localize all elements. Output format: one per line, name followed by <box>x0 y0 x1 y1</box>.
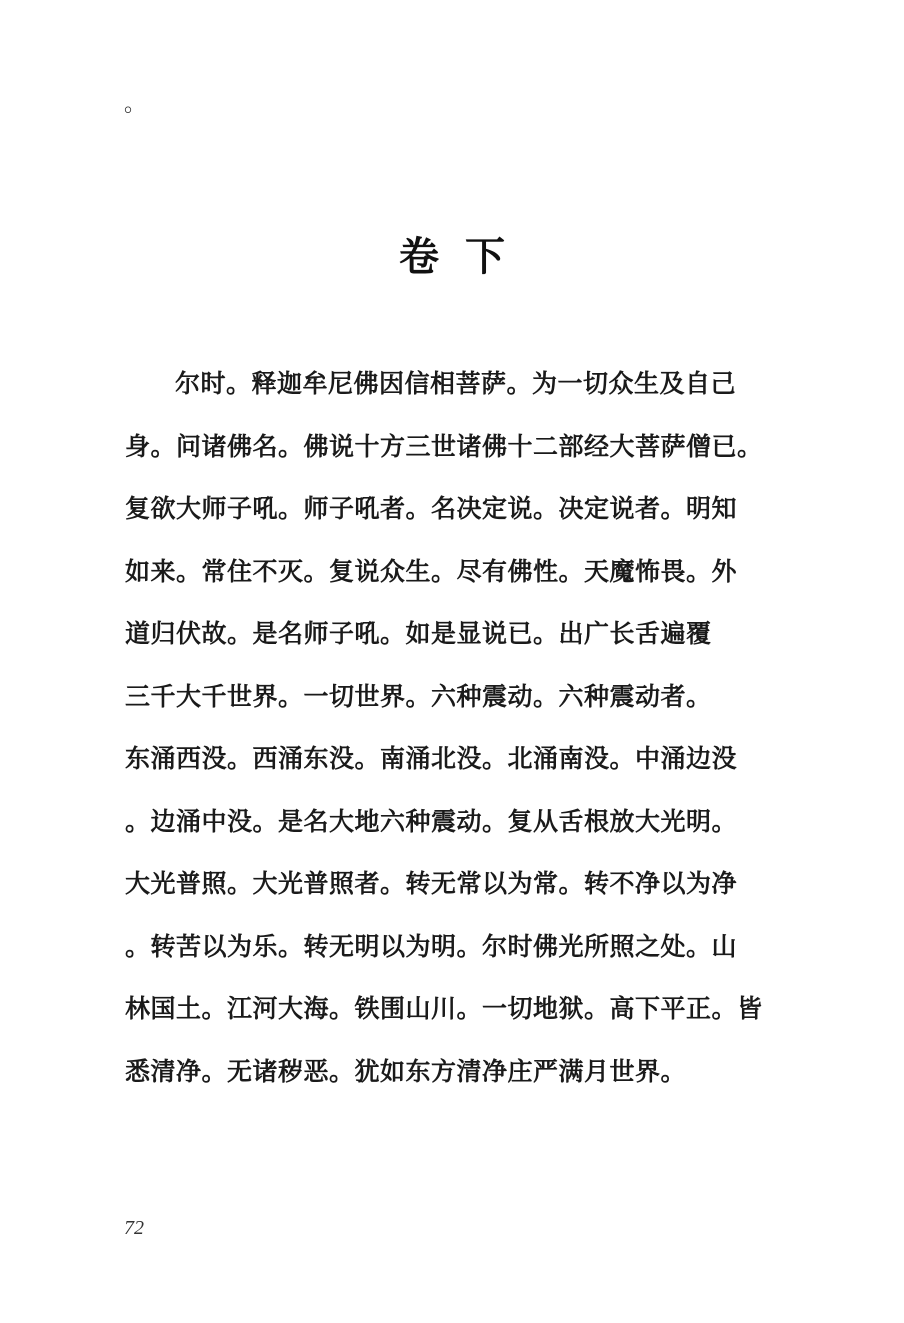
body-text <box>125 353 763 1103</box>
text-line: 东涌西没。西涌东没。南涌北没。北涌南没。中涌边没 <box>125 744 738 773</box>
page-number: 72 <box>124 1217 144 1239</box>
text-line: 复欲大师子吼。师子吼者。名决定说。决定说者。明知 <box>125 494 738 523</box>
text-line: 三千大千世界。一切世界。六种震动。六种震动者。 <box>125 681 712 711</box>
text-line: 。转苦以为乐。转无明以为明。尔时佛光所照之处。山 <box>125 931 738 961</box>
text-line: 林国土。江河大海。铁围山川。一切地狱。高下平正。皆 <box>125 994 763 1023</box>
text-line: 道归伏故。是名师子吼。如是显说已。出广长舌遍覆 <box>125 619 712 648</box>
text-line: 如来。常住不灭。复说众生。尽有佛性。天魔怖畏。外 <box>125 556 738 586</box>
text-line: 大光普照。大光普照者。转无常以为常。转不净以为净 <box>125 869 738 898</box>
text-line: 尔时。释迦牟尼佛因信相菩萨。为一切众生及自己 <box>175 369 737 398</box>
text-line: 身。问诸佛名。佛说十方三世诸佛十二部经大菩萨僧已。 <box>125 431 763 461</box>
top-punctuation-mark: 。 <box>124 92 147 117</box>
chapter-title: 卷下 <box>399 233 531 280</box>
text-line: 。边涌中没。是名大地六种震动。复从舌根放大光明。 <box>125 806 738 836</box>
text-line: 悉清净。无诸秽恶。犹如东方清净庄严满月世界。 <box>125 1056 687 1086</box>
